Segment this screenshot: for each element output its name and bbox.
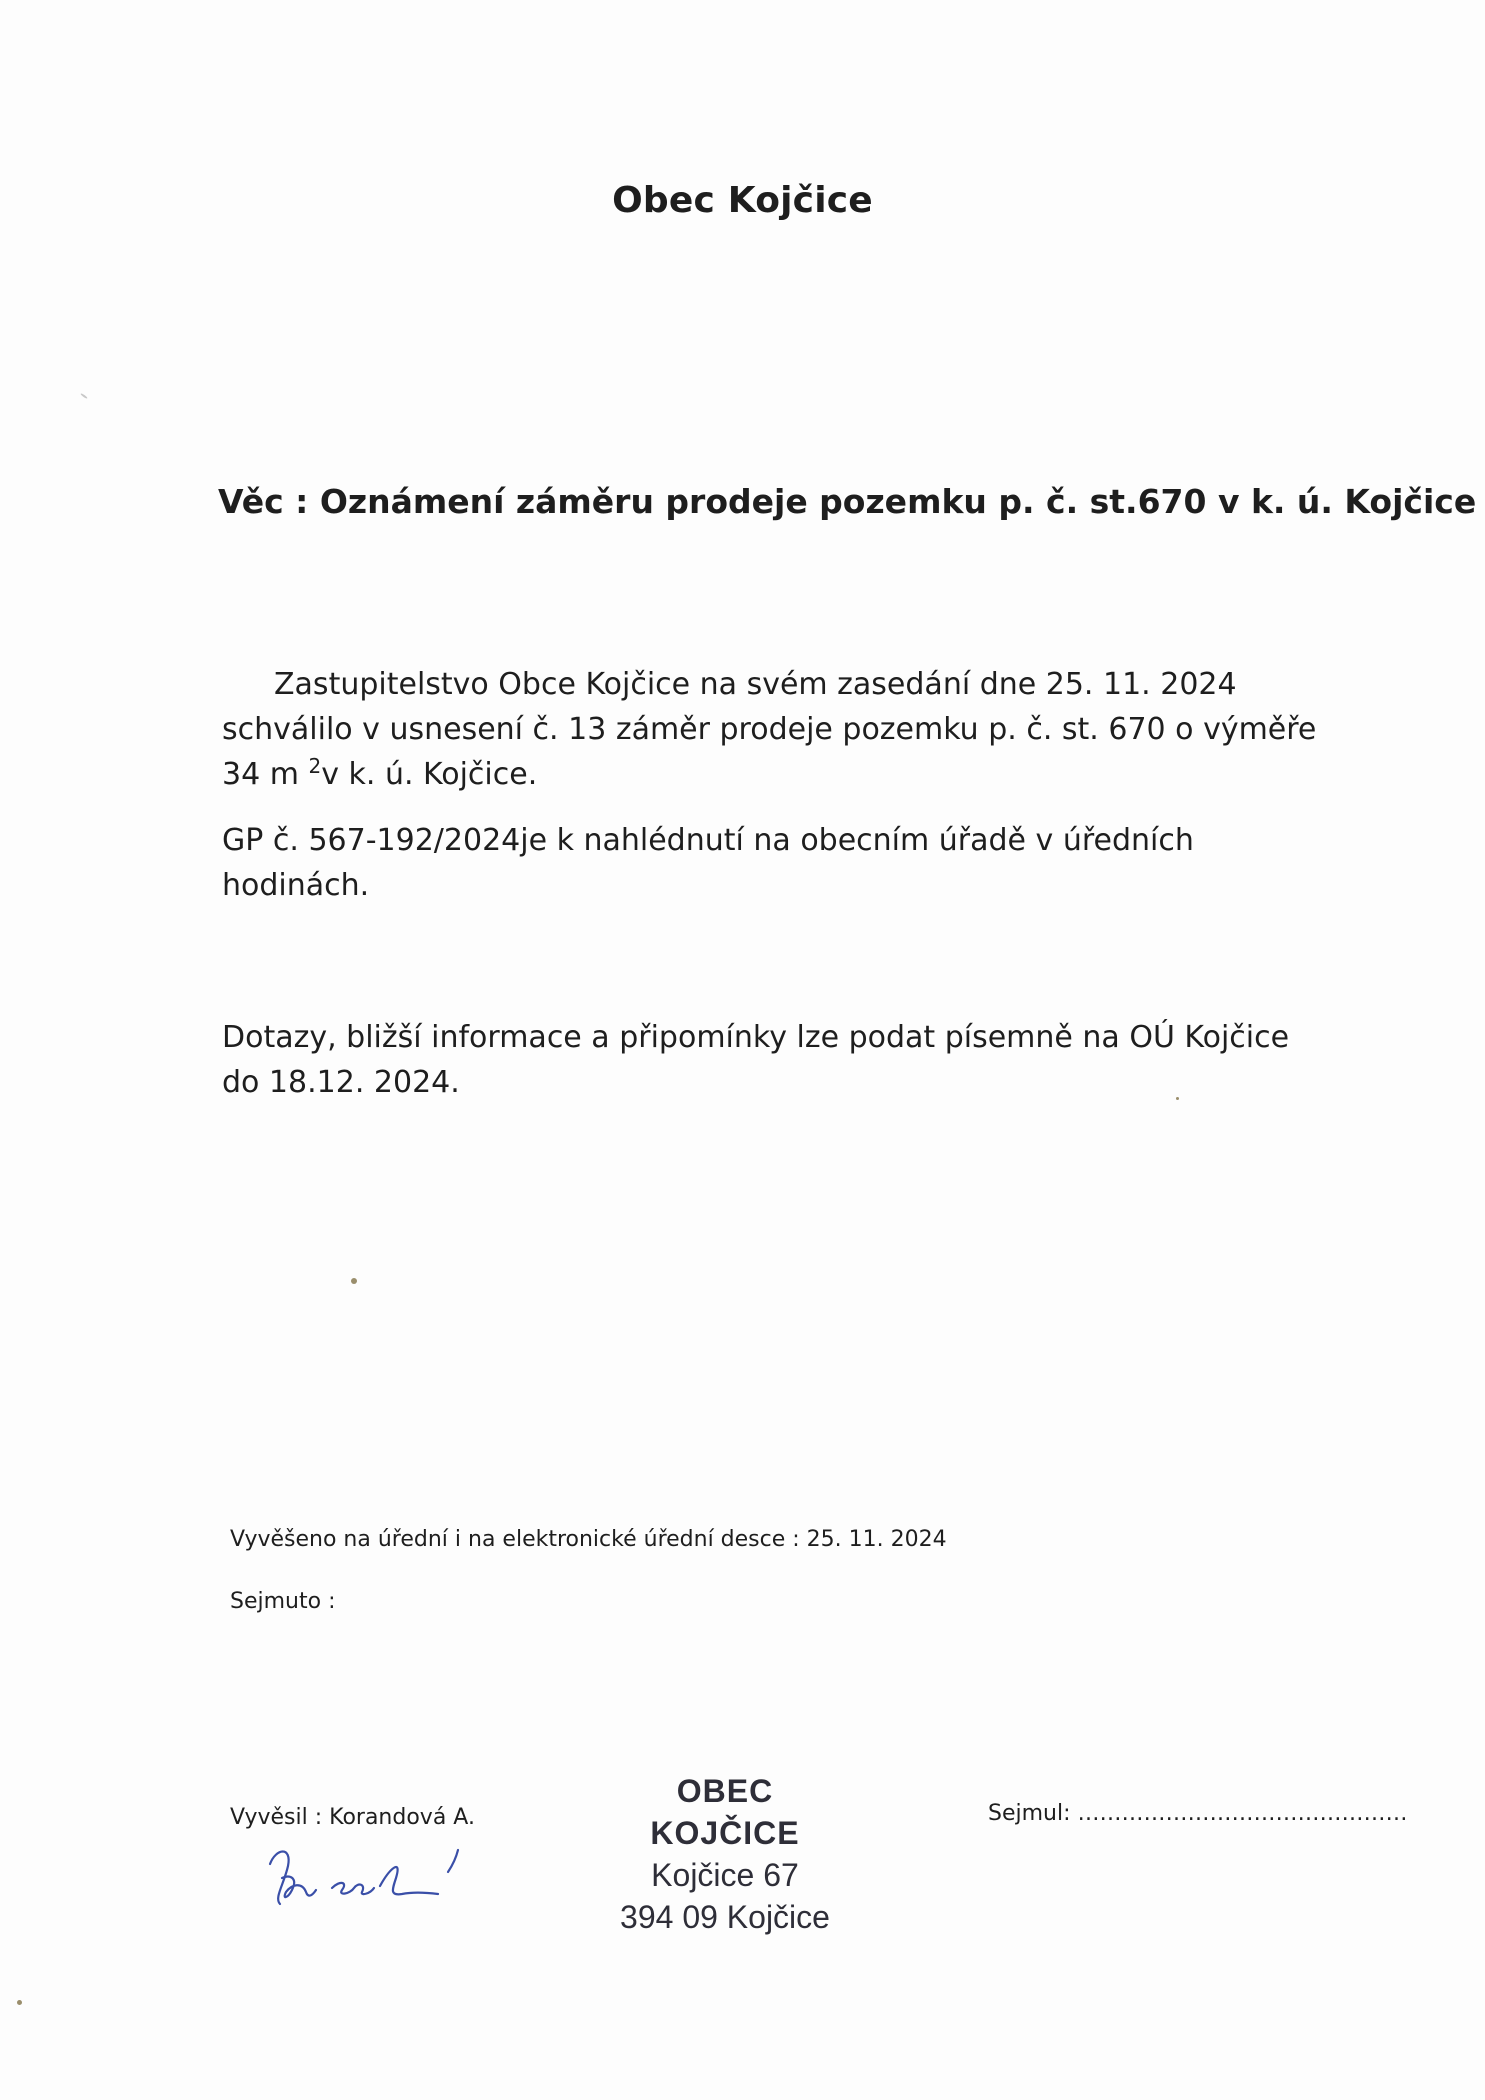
paper-speck xyxy=(351,1278,357,1284)
posted-note: Vyvěšeno na úřední i na elektronické úřední desce : 25. 11. 2024 xyxy=(230,1527,947,1552)
body-paragraph-1-end: v k. ú. Kojčice. xyxy=(321,757,538,792)
paper-speck xyxy=(17,2000,22,2005)
body-paragraph-2: GP č. 567-192/2024je k nahlédnutí na obecním úřadě v úředních hodinách. xyxy=(222,823,1194,903)
stamp-street: Kojčice 67 xyxy=(651,1857,799,1893)
stamp-name: OBEC KOJČICE xyxy=(650,1773,800,1851)
handwritten-signature xyxy=(262,1838,492,1918)
body-paragraph-3: Dotazy, bližší informace a připomínky lze podat písemně na OÚ Kojčice do 18.12. 2024. xyxy=(222,1020,1290,1100)
subject-line: Věc : Oznámení záměru prodeje pozemku p. č. st.670 v k. ú. Kojčice xyxy=(218,482,1477,521)
removed-by-label: Sejmul: ……………………………………… xyxy=(988,1801,1408,1826)
office-stamp xyxy=(605,1770,845,1938)
area-unit-superscript: 2 xyxy=(308,754,322,778)
posted-by-label: Vyvěsil : Korandová A. xyxy=(230,1805,475,1830)
page-title: Obec Kojčice xyxy=(612,180,873,221)
paper-speck xyxy=(80,393,88,399)
removed-note: Sejmuto : xyxy=(230,1589,336,1614)
paper-speck xyxy=(1176,1097,1179,1100)
body-paragraph-1 xyxy=(222,662,1322,797)
body-paragraph-1-text: Zastupitelstvo Obce Kojčice na svém zasedání dne 25. 11. 2024 schválilo v usnesení č. 13 záměr prodeje pozemku p. č. st. 670 o výměře 34 m xyxy=(222,667,1317,792)
stamp-city: 394 09 Kojčice xyxy=(620,1899,830,1935)
